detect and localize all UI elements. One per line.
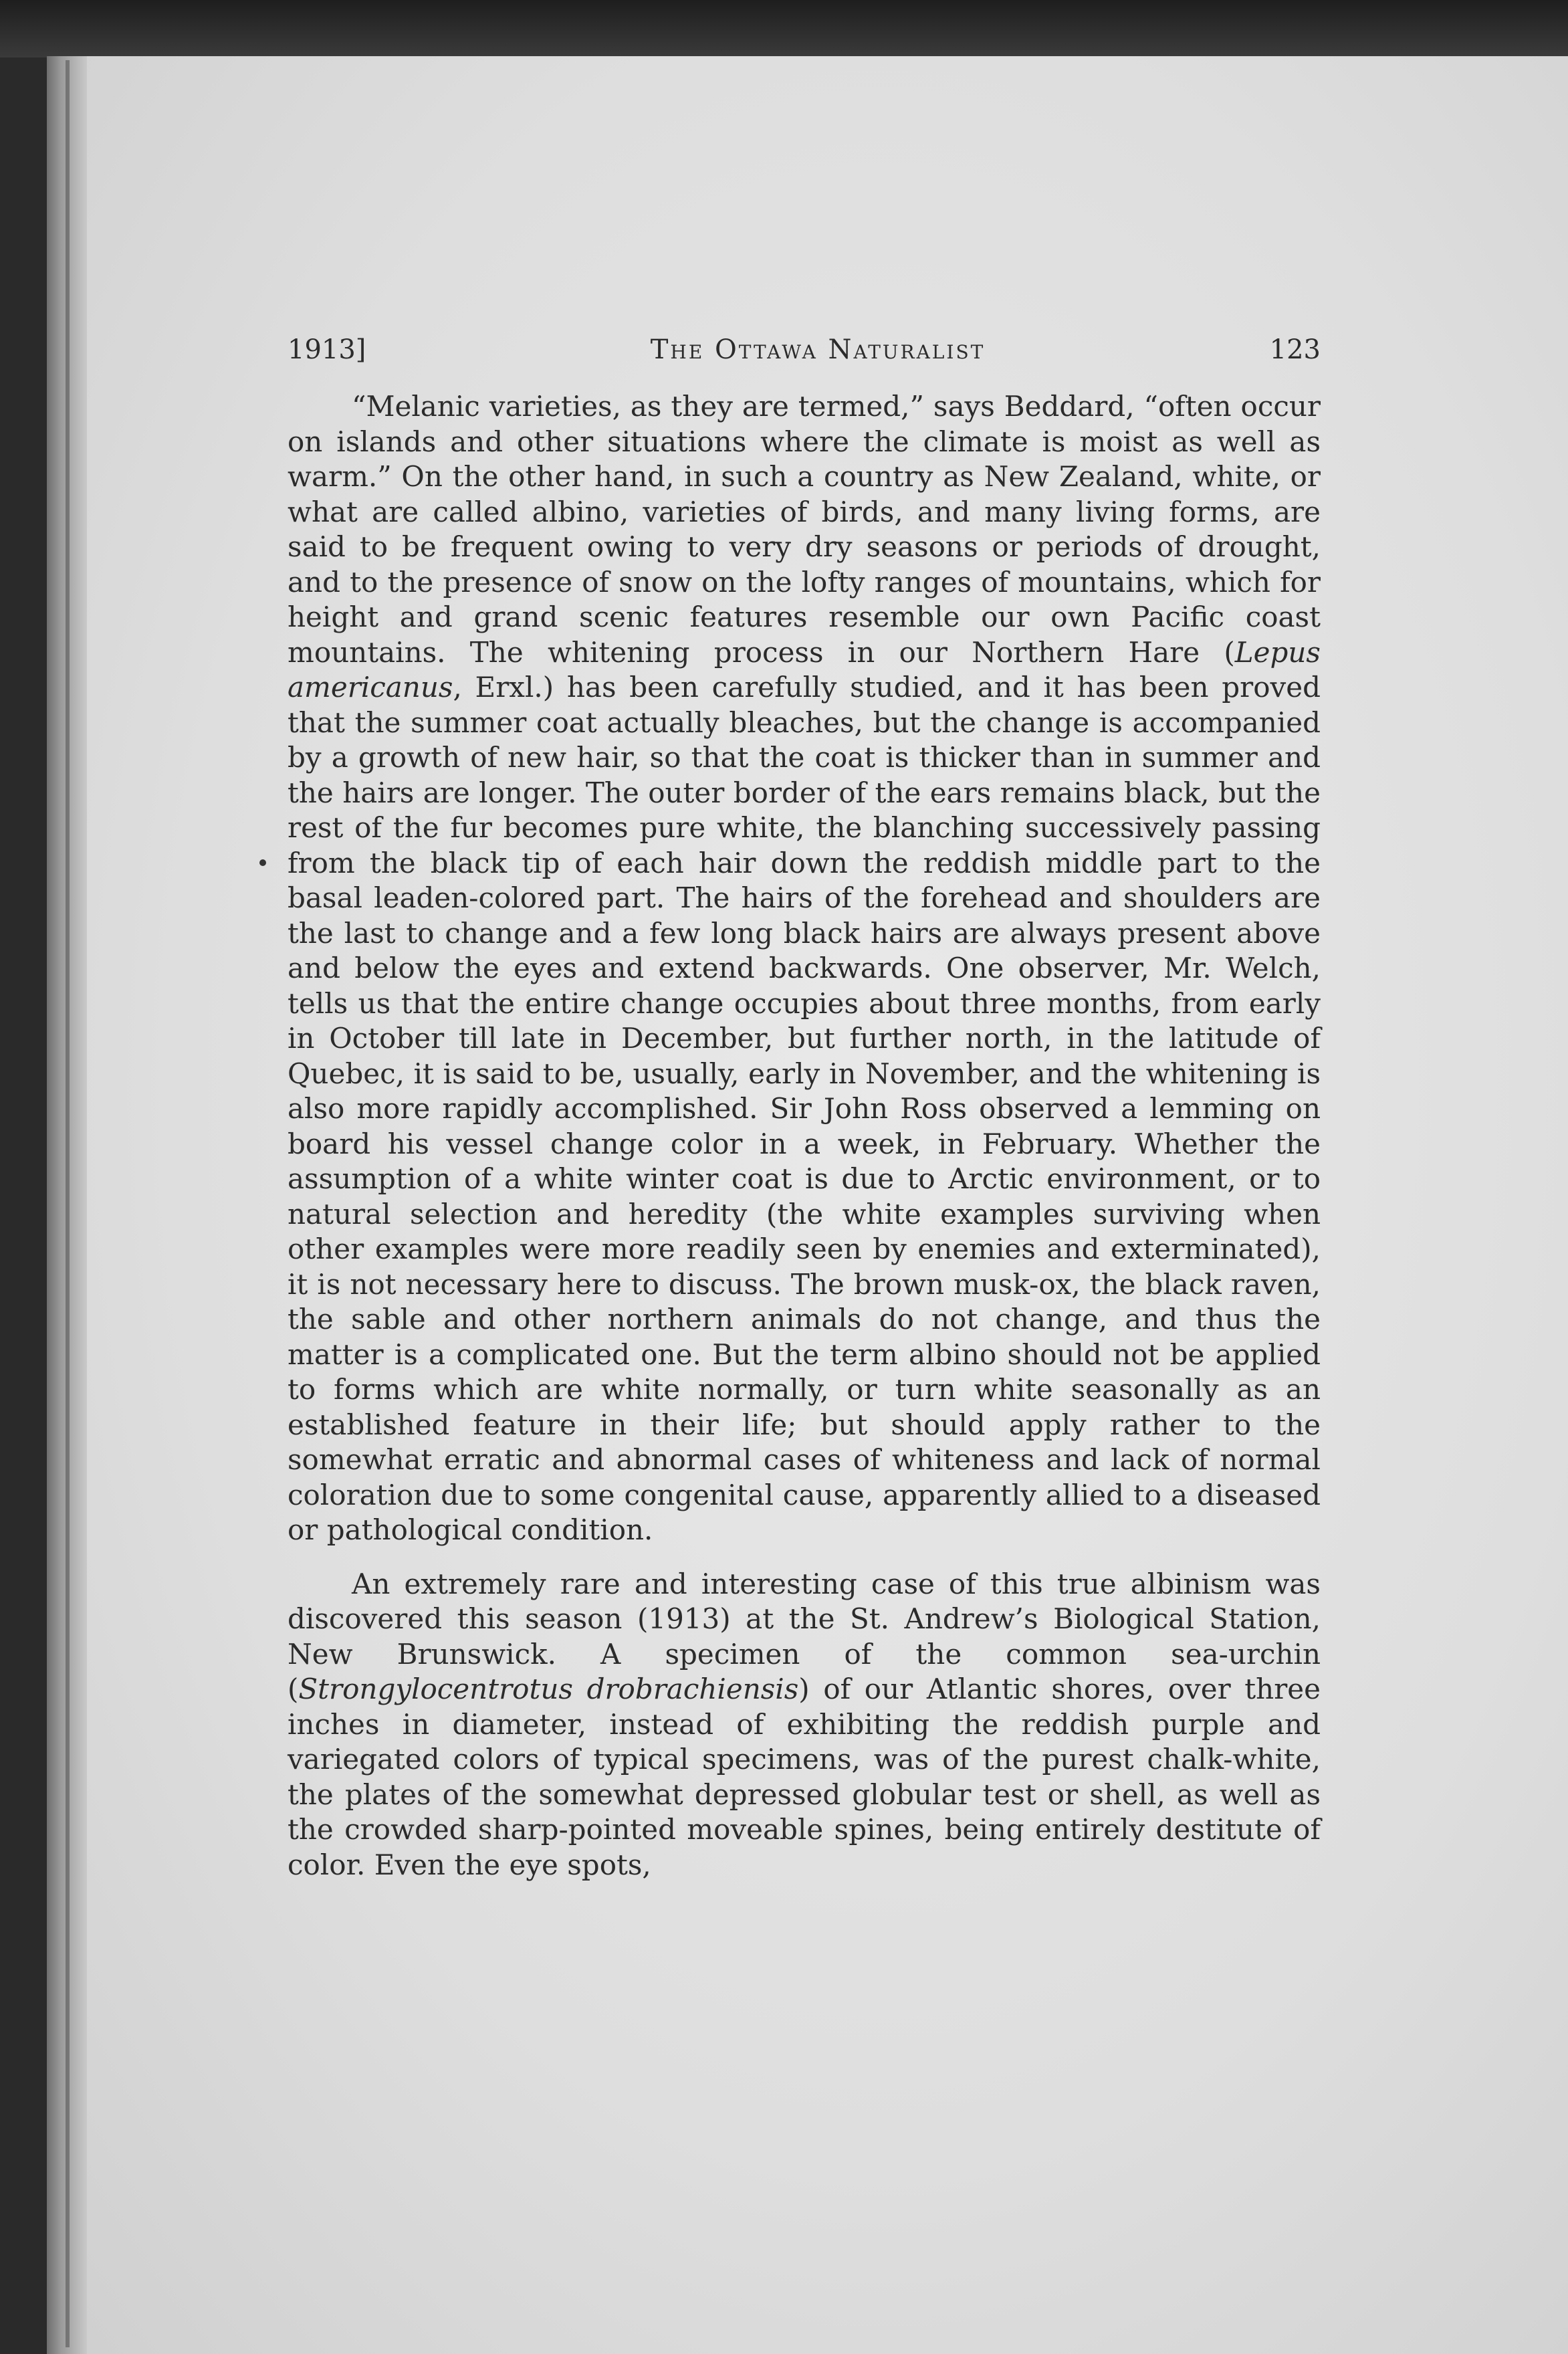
running-head-year: 1913] xyxy=(288,334,366,365)
page-edge-line xyxy=(66,60,70,2347)
paragraph-1-text-b: , Erxl.) has been carefully studied, and it has been proved that the summer coat actually bleaches, but the change is accompanied by a growth of new hair, so that the coat is thicker than in summer and the hairs are longer. The outer border of the ears remains black, but the rest of the fur becomes pure white, the blanching successively passing from the black tip of each hair down the reddish middle part to the basal leaden-colored part. The hairs of the forehead and shoulders are the last to change and a few long black hairs are always present above and below the eyes and extend backwards. One observer, Mr. Welch, tells us that the entire change occupies about three months, from early in October till late in December, but further north, in the latitude of Quebec, it is said to be, usually, early in November, and the whitening is also more rapidly accomplished. Sir John Ross observed a lemming on board his vessel change color in a week, in February. Whether the assumption of a white winter coat is due to Arctic environment, or to natural selection and heredity (the white examples surviving when other examples were more readily seen by enemies and exterminated), it is not necessary here to discuss. The brown musk-ox, the black raven, the sable and other northern animals do not change, and thus the matter is a complicated one. But the term albino should not be applied to forms which are white normally, or turn white seasonally as an established feature in their life; but should apply rather to the somewhat erratic and abnormal cases of whiteness and lack of normal coloration due to some congenital cause, apparently allied to a diseased or pathological condition. xyxy=(288,671,1321,1546)
page-text-block xyxy=(288,334,1321,1883)
paragraph-2 xyxy=(288,1567,1321,1883)
running-head xyxy=(288,334,1321,374)
paragraph-1-species-name: Lepus americanus xyxy=(288,635,1321,704)
paragraph-1-text-a: “Melanic varieties, as they are termed,” says Beddard, “often occur on islands and other situations where the climate is moist as well as warm.” On the other hand, in such a country as New Zealand, white, or what are called albino, varieties of birds, and many living forms, are said to be frequent owing to very dry seasons or periods of drought, and to the presence of snow on the lofty ranges of mountains, which for height and grand scenic features resemble our own Pacific coast mountains. The whitening process in our Northern Hare ( xyxy=(288,390,1321,669)
page-number: 123 xyxy=(1269,334,1321,365)
paragraph-2-species-name: Strongylocentrotus drobrachiensis xyxy=(298,1673,799,1705)
paragraph-1 xyxy=(288,389,1321,1548)
running-head-title: The Ottawa Naturalist xyxy=(650,334,986,365)
margin-mark xyxy=(259,859,266,866)
paragraph-2-text-b: ) of our Atlantic shores, over three inches in diameter, instead of exhibiting the reddish purple and variegated colors of typical specimens, was of the purest chalk-white, the plates of the somewhat depressed globular test or shell, as well as the crowded sharp-pointed moveable spines, being entirely destitute of color. Even the eye spots, xyxy=(288,1673,1321,1881)
scanner-top-band xyxy=(0,0,1568,58)
paragraph-2-text-a: An extremely rare and interesting case of this true albinism was discovered this season (1913) at the St. Andrew’s Biological Station, New Brunswick. A specimen of the common sea-urchin ( xyxy=(288,1567,1321,1705)
